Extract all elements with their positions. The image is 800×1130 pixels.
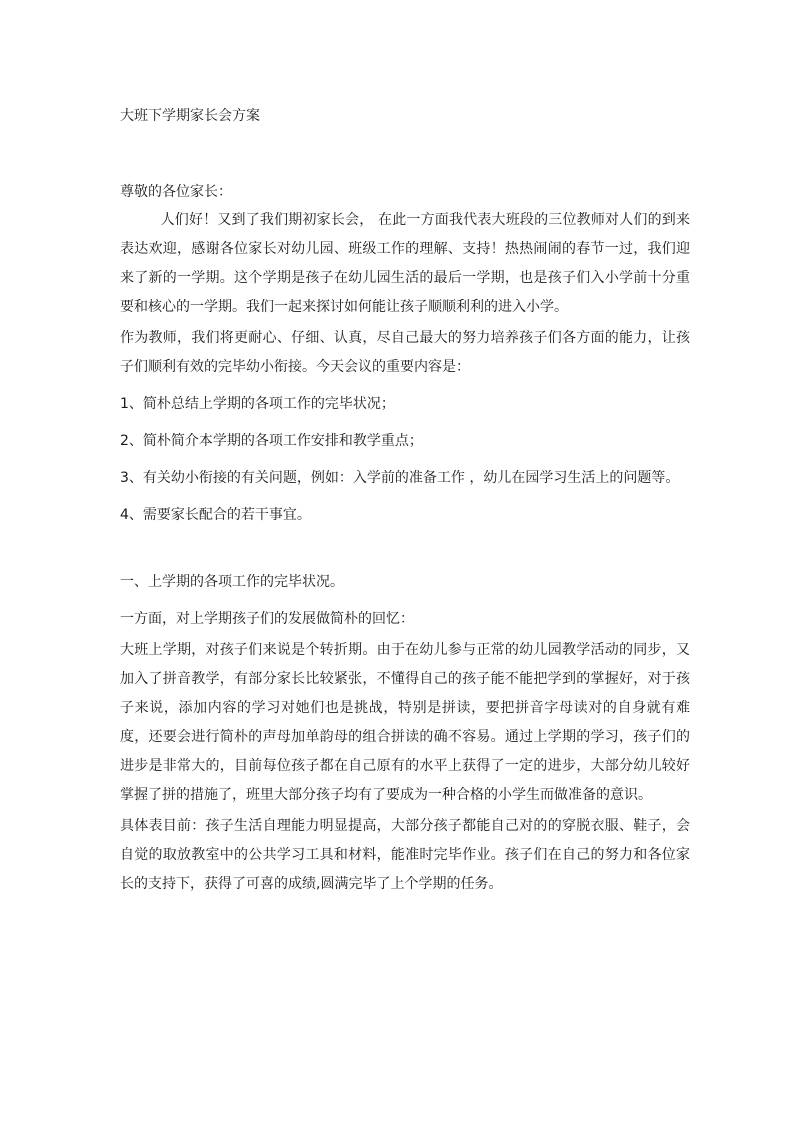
agenda-item-4: 4、需要家长配合的若干事宜。 xyxy=(120,507,311,523)
salutation: 尊敬的各位家长： xyxy=(120,184,232,200)
agenda-item-2: 2、简朴简介本学期的各项工作安排和教学重点； xyxy=(120,433,423,449)
document-body xyxy=(120,104,690,899)
agenda-item-3: 3、有关幼小衔接的有关问题，例如：入学前的准备工作 ，幼儿在园学习生活上的问题等。 xyxy=(120,470,680,486)
section-subheading: 一方面，对上学期孩子们的发展做简朴的回忆： xyxy=(120,611,414,627)
document-title: 大班下学期家长会方案 xyxy=(120,108,260,124)
section-heading: 一、上学期的各项工作的完毕状况。 xyxy=(120,574,344,590)
agenda-item-1: 1、简朴总结上学期的各项工作的完毕状况； xyxy=(120,396,395,412)
intro-paragraph-1: 人们好！又到了我们期初家长会， 在此一方面我代表大班段的三位教师对人们的到来表达欢迎，感谢各位家长对幼儿园、班级工作的理解、支持！热热闹闹的春节一过，我们迎来了新的一学期。这个学期是孩子在幼儿园生活的最后一学期，也是孩子们入小学前十分重要和核心的一学期。我们一起来探讨如何能让孩子顺顺利利的进入小学。 xyxy=(120,212,690,315)
section-paragraph-2: 具体表目前：孩子生活自理能力明显提高，大部分孩子都能自己对的的穿脱衣服、鞋子，会自觉的取放教室中的公共学习工具和材料，能准时完毕作业。孩子们在自己的努力和各位家长的支持下，获得了可喜的成绩,圆满完毕了上个学期的任务。 xyxy=(120,818,690,892)
intro-paragraph-2: 作为教师，我们将更耐心、仔细、认真，尽自己最大的努力培养孩子们各方面的能力，让孩子们顺利有效的完毕幼小衔接。今天会议的重要内容是： xyxy=(120,330,690,375)
section-paragraph-1: 大班上学期，对孩子们来说是个转折期。由于在幼儿参与正常的幼儿园教学活动的同步，又加入了拼音教学，有部分家长比较紧张，不懂得自己的孩子能不能把学到的掌握好，对于孩子来说，添加内容的学习对她们也是挑战，特别是拼读，要把拼音字母读对的自身就有难度，还要会进行简朴的声母加单韵母的组合拼读的确不容易。通过上学期的学习，孩子们的进步是非常大的，目前每位孩子都在自己原有的水平上获得了一定的进步，大部分幼儿较好掌握了拼的措施了，班里大部分孩子均有了要成为一种合格的小学生而做准备的意识。 xyxy=(120,642,690,803)
